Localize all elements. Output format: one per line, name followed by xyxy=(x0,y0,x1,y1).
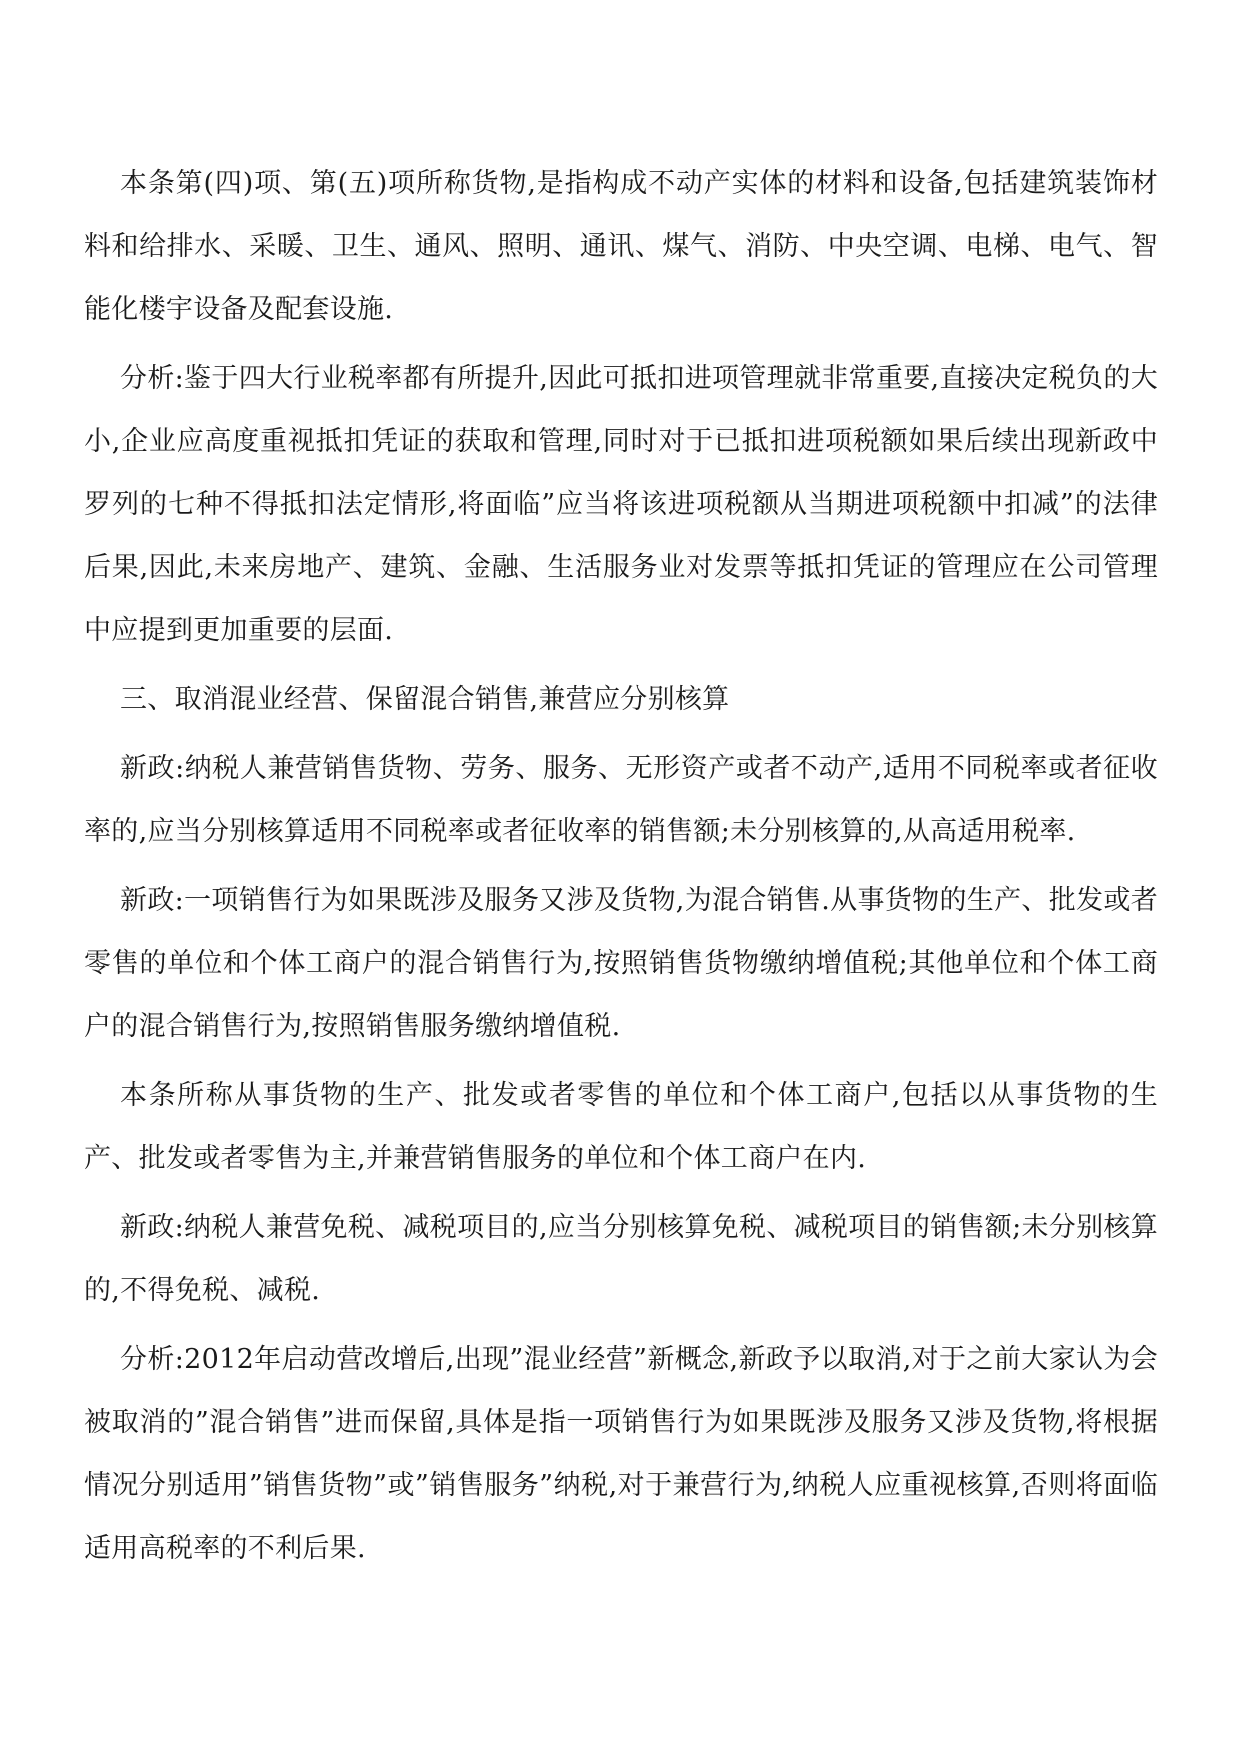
paragraph-new-policy-concurrent-operation: 新政:纳税人兼营销售货物、劳务、服务、无形资产或者不动产,适用不同税率或者征收率的,应当分别核算适用不同税率或者征收率的销售额;未分别核算的,从高适用税率. xyxy=(84,753,1158,847)
paragraph-goods-definition: 本条第(四)项、第(五)项所称货物,是指构成不动产实体的材料和设备,包括建筑装饰材料和给排水、采暖、卫生、通风、照明、通讯、煤气、消防、中央空调、电梯、电气、智能化楼宇设备及配套设施. xyxy=(84,168,1158,325)
paragraph-analysis-deduction: 分析:鉴于四大行业税率都有所提升,因此可抵扣进项管理就非常重要,直接决定税负的大小,企业应高度重视抵扣凭证的获取和管理,同时对于已抵扣进项税额如果后续出现新政中罗列的七种不得抵扣法定情形,将面临”应当将该进项税额从当期进项税额中扣减”的法律后果,因此,未来房地产、建筑、金融、生活服务业对发票等抵扣凭证的管理应在公司管理中应提到更加重要的层面. xyxy=(84,363,1158,646)
paragraph-scope-definition: 本条所称从事货物的生产、批发或者零售的单位和个体工商户,包括以从事货物的生产、批发或者零售为主,并兼营销售服务的单位和个体工商户在内. xyxy=(84,1080,1158,1174)
paragraph-new-policy-tax-exemption: 新政:纳税人兼营免税、减税项目的,应当分别核算免税、减税项目的销售额;未分别核算的,不得免税、减税. xyxy=(84,1212,1158,1306)
section-heading-mixed-sales: 三、取消混业经营、保留混合销售,兼营应分别核算 xyxy=(120,684,730,715)
paragraph-new-policy-mixed-sales: 新政:一项销售行为如果既涉及服务又涉及货物,为混合销售.从事货物的生产、批发或者零售的单位和个体工商户的混合销售行为,按照销售货物缴纳增值税;其他单位和个体工商户的混合销售行为,按照销售服务缴纳增值税. xyxy=(84,885,1158,1042)
paragraph-analysis-mixed-sales: 分析:2012年启动营改增后,出现”混业经营”新概念,新政予以取消,对于之前大家认为会被取消的”混合销售”进而保留,具体是指一项销售行为如果既涉及服务又涉及货物,将根据情况分别适用”销售货物”或”销售服务”纳税,对于兼营行为,纳税人应重视核算,否则将面临适用高税率的不利后果. xyxy=(84,1344,1158,1564)
document-page xyxy=(84,152,1158,1586)
